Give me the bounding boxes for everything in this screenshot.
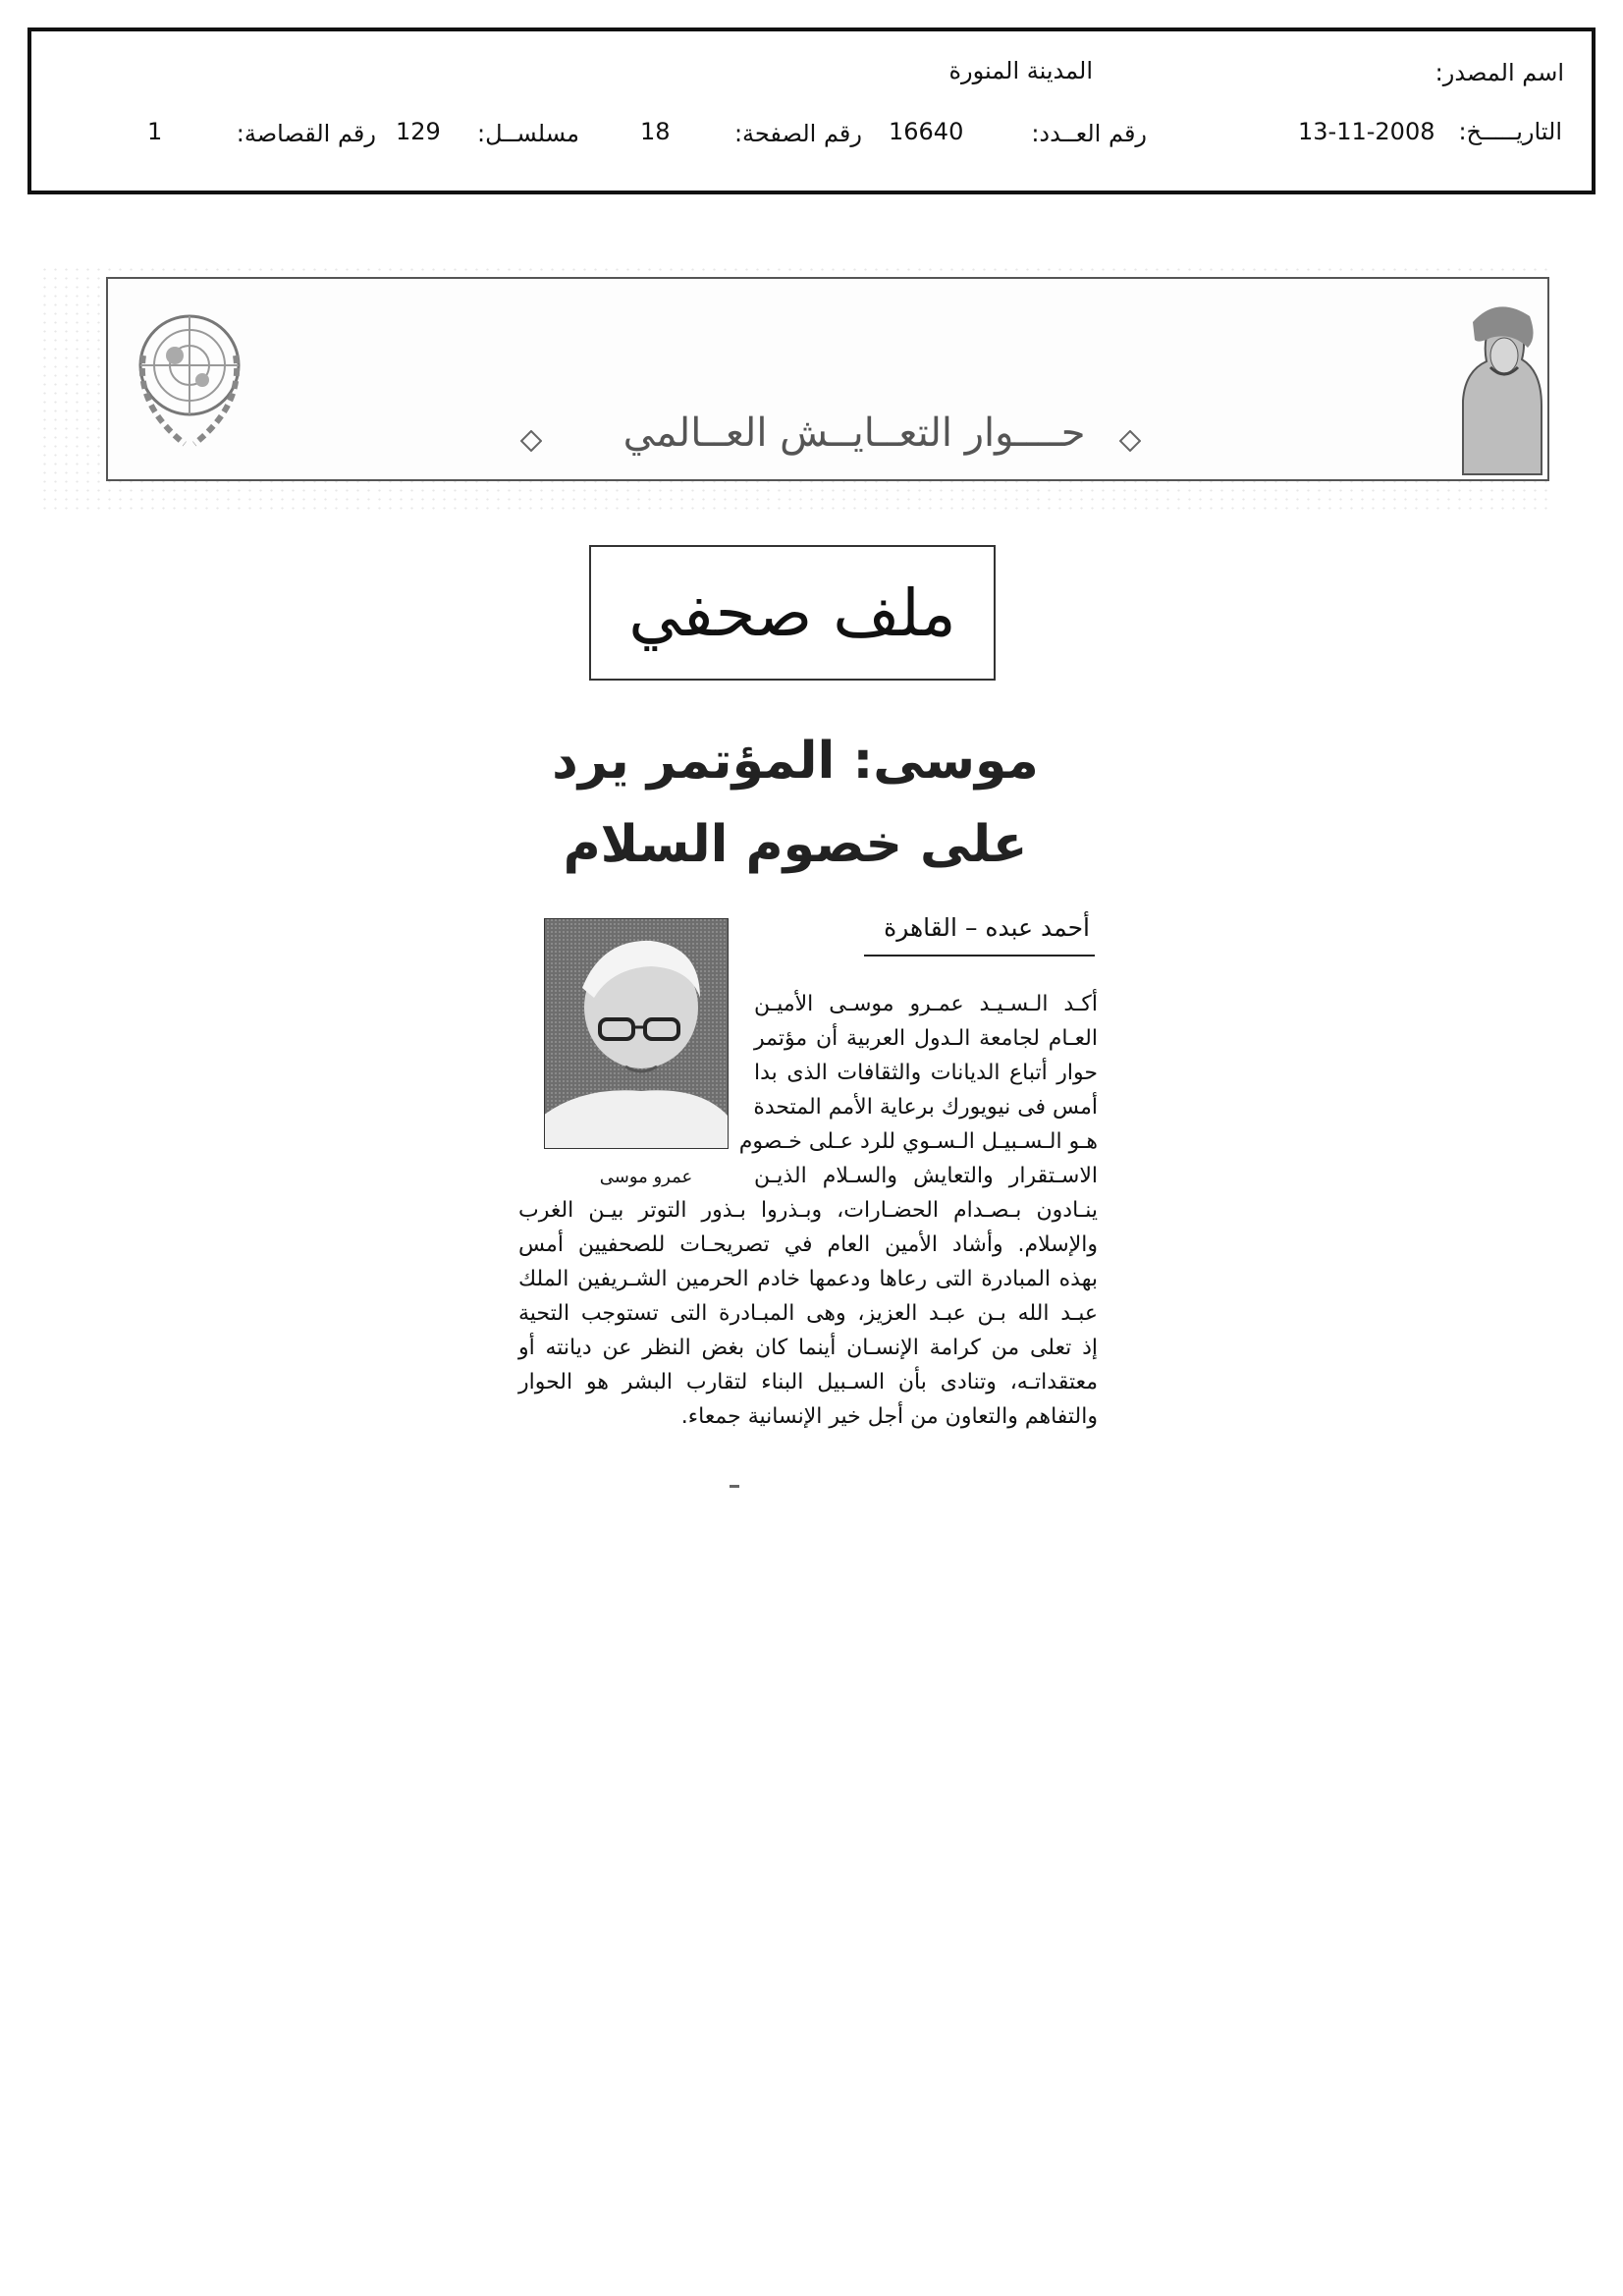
article-line: ينـادون بـصـدام الحضـارات، وبـذروا بـذور التوتر بيـن الغرب bbox=[518, 1198, 1098, 1223]
date-label: التاريـــــخ: bbox=[1458, 118, 1562, 145]
source-value: المدينة المنورة bbox=[948, 57, 1093, 84]
diamond-ornament-icon bbox=[1119, 430, 1141, 452]
article-line: عبـد الله بـن عبـد العزيز، وهى المبـادرة التى تستوجب التحية bbox=[518, 1301, 1098, 1326]
banner-title: حــــوار التعــايــش العــالمي bbox=[622, 410, 1086, 456]
author-photo bbox=[544, 918, 729, 1149]
date-value: 13-11-2008 bbox=[1298, 118, 1435, 145]
issue-label: رقم العــدد: bbox=[1031, 120, 1147, 147]
page-label: رقم الصفحة: bbox=[733, 120, 862, 147]
dignitary-portrait bbox=[1443, 283, 1549, 479]
section-label: ملف صحفي bbox=[628, 574, 956, 651]
article-line: الاسـتقرار والتعايش والسـلام الذيـن bbox=[754, 1164, 1098, 1188]
clip-value: 1 bbox=[147, 118, 163, 145]
article-line: والتفاهم والتعاون من أجل خير الإنسانية جمعاء. bbox=[680, 1404, 1098, 1429]
article-line: أكـد الـسـيـد عمـرو موسـى الأميـن bbox=[754, 992, 1098, 1016]
headline-line-2: على خصوم السلام bbox=[563, 815, 1028, 874]
section-label-box bbox=[589, 545, 996, 681]
source-label: اسم المصدر: bbox=[1434, 59, 1564, 86]
byline: أحمد عبده – القاهرة bbox=[884, 913, 1090, 942]
serial-label: مسلســل: bbox=[477, 120, 579, 147]
article-line: أمس فى نيويورك برعاية الأمم المتحدة bbox=[753, 1095, 1098, 1120]
diamond-ornament-icon bbox=[520, 430, 542, 452]
article-line: والإسلام. وأشاد الأمين العام في تصريحـات للصحفيين أمس bbox=[518, 1232, 1098, 1257]
metadata-box bbox=[27, 27, 1596, 194]
headline-line-1: موسى: المؤتمر يرد bbox=[552, 732, 1039, 791]
article-line: بهذه المبادرة التى رعاها ودعمها خادم الحرمين الشـريفين الملك bbox=[518, 1267, 1098, 1291]
clip-label: رقم القصاصة: bbox=[236, 120, 376, 147]
article-line: معتقداتـه، وتنادى بأن السـبيل البناء لتقارب البشر هو الحوار bbox=[518, 1370, 1098, 1394]
scan-mark bbox=[730, 1485, 739, 1488]
byline-rule bbox=[864, 955, 1095, 957]
article-line: إذ تعلى من كرامة الإنسـان أينما كان بغض النظر عن ديانته أو bbox=[518, 1336, 1098, 1360]
serial-value: 129 bbox=[396, 118, 441, 145]
un-emblem-icon bbox=[126, 287, 253, 468]
photo-caption: عمرو موسى bbox=[599, 1167, 693, 1187]
article-line: هـو الـسـبيـل الـسـوي للرد عـلى خـصوم bbox=[738, 1129, 1098, 1154]
page-value: 18 bbox=[640, 118, 671, 145]
article-line: العـام لجامعة الـدول العربية أن مؤتمر bbox=[754, 1026, 1098, 1051]
issue-value: 16640 bbox=[889, 118, 964, 145]
article-line: حوار أتباع الديانات والثقافات الذى بدا bbox=[754, 1061, 1098, 1085]
